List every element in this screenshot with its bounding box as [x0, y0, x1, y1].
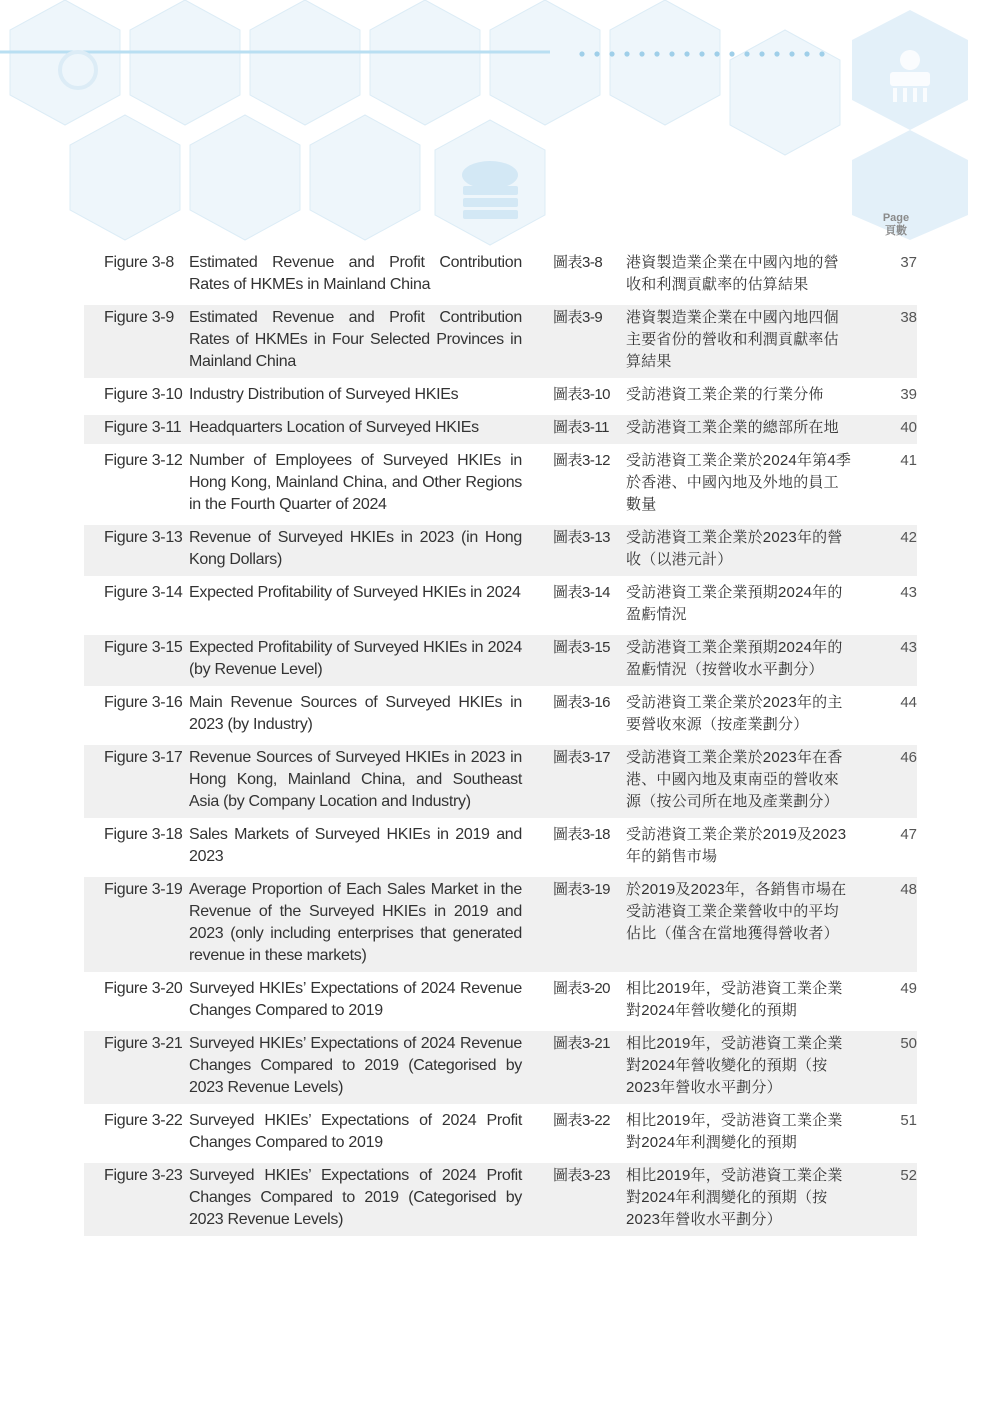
figure-label-en: Figure 3-17: [104, 749, 183, 766]
page-number: 43: [900, 639, 917, 656]
figure-label-zh: 圖表3-9: [553, 309, 603, 326]
figure-title-zh: 受訪港資工業企業於2023年的營收（以港元計）: [626, 529, 843, 568]
toc-entry[interactable]: [84, 976, 917, 1027]
page-number: 38: [900, 309, 917, 326]
figure-title-en: Surveyed HKIEs’ Expectations of 2024 Profit Changes Compared to 2019 (Categorised by 2023 Revenue Levels): [189, 1167, 522, 1228]
page-number: 46: [900, 749, 917, 766]
toc-entry[interactable]: [84, 877, 917, 972]
figure-title-zh: 受訪港資工業企業於2024年第4季於香港、中國內地及外地的員工數量: [626, 452, 852, 513]
hex-shape: [610, 0, 720, 125]
figure-label-en: Figure 3-12: [104, 452, 183, 469]
figure-label-zh: 圖表3-14: [553, 584, 611, 601]
figure-label-zh: 圖表3-11: [553, 419, 609, 436]
figure-list: [84, 250, 917, 1240]
figure-label-zh: 圖表3-12: [553, 452, 611, 469]
figure-label-en: Figure 3-8: [104, 254, 174, 271]
figure-label-en: Figure 3-23: [104, 1167, 183, 1184]
figure-title-en: Average Proportion of Each Sales Market in the Revenue of the Surveyed HKIEs in 2019 and 2023 (only including enterprises that generated revenue in these markets): [189, 881, 522, 964]
page-number: 42: [900, 529, 917, 546]
toc-entry[interactable]: [84, 305, 917, 378]
toc-entry[interactable]: [84, 415, 917, 444]
page-number: 49: [900, 980, 917, 997]
figure-label-en: Figure 3-14: [104, 584, 183, 601]
hex-shape: [70, 115, 180, 240]
figure-title-zh: 相比2019年，受訪港資工業企業對2024年營收變化的預期: [626, 980, 843, 1019]
toc-entry[interactable]: [84, 690, 917, 741]
page-number: 43: [900, 584, 917, 601]
toc-entry[interactable]: [84, 250, 917, 301]
figure-label-zh: 圖表3-19: [553, 881, 611, 898]
figure-title-en: Estimated Revenue and Profit Contribution Rates of HKMEs in Four Selected Provinces in Mainland China: [189, 309, 522, 370]
page-number: 39: [900, 386, 917, 403]
figure-title-en: Revenue Sources of Surveyed HKIEs in 2023 in Hong Kong, Mainland China, and Southeast Asia (by Company Location and Industry): [189, 749, 522, 810]
page-number: 52: [900, 1167, 917, 1184]
hex-shape: [250, 0, 360, 125]
figure-title-en: Expected Profitability of Surveyed HKIEs in 2024: [189, 584, 521, 601]
figure-label-zh: 圖表3-22: [553, 1112, 611, 1129]
figure-title-zh: 相比2019年，受訪港資工業企業對2024年營收變化的預期（按2023年營收水平劃分）: [626, 1035, 843, 1096]
figure-label-zh: 圖表3-16: [553, 694, 611, 711]
toc-entry[interactable]: [84, 448, 917, 521]
figure-label-en: Figure 3-19: [104, 881, 183, 898]
page-column-header: [872, 212, 920, 238]
figure-title-en: Surveyed HKIEs’ Expectations of 2024 Profit Changes Compared to 2019: [189, 1112, 522, 1151]
hex-shape: [310, 115, 420, 240]
hex-shape: [190, 115, 300, 240]
page-number: 47: [900, 826, 917, 843]
figure-title-en: Estimated Revenue and Profit Contribution Rates of HKMEs in Mainland China: [189, 254, 522, 293]
figure-label-en: Figure 3-10: [104, 386, 183, 403]
figure-title-en: Headquarters Location of Surveyed HKIEs: [189, 419, 479, 436]
figure-label-en: Figure 3-11: [104, 419, 182, 436]
hex-shape: [10, 0, 120, 125]
toc-entry[interactable]: [84, 525, 917, 576]
hex-shape: [490, 0, 600, 125]
figure-title-zh: 相比2019年，受訪港資工業企業對2024年利潤變化的預期: [626, 1112, 843, 1151]
toc-entry[interactable]: [84, 580, 917, 631]
figure-label-en: Figure 3-20: [104, 980, 183, 997]
page-number: 48: [900, 881, 917, 898]
toc-entry[interactable]: [84, 745, 917, 818]
figure-title-zh: 受訪港資工業企業預期2024年的盈虧情況: [626, 584, 843, 623]
toc-entry[interactable]: [84, 1163, 917, 1236]
figure-title-en: Revenue of Surveyed HKIEs in 2023 (in Hong Kong Dollars): [189, 529, 522, 568]
figure-title-en: Expected Profitability of Surveyed HKIEs in 2024 (by Revenue Level): [189, 639, 522, 678]
figure-title-en: Main Revenue Sources of Surveyed HKIEs in 2023 (by Industry): [189, 694, 522, 733]
figure-title-zh: 受訪港資工業企業預期2024年的盈虧情況（按營收水平劃分）: [626, 639, 843, 678]
figure-title-en: Sales Markets of Surveyed HKIEs in 2019 and 2023: [189, 826, 522, 865]
figure-title-en: Surveyed HKIEs’ Expectations of 2024 Revenue Changes Compared to 2019: [189, 980, 522, 1019]
figure-label-zh: 圖表3-13: [553, 529, 611, 546]
figure-label-en: Figure 3-18: [104, 826, 183, 843]
figure-label-en: Figure 3-15: [104, 639, 183, 656]
figure-label-en: Figure 3-16: [104, 694, 183, 711]
hex-shape: [130, 0, 240, 125]
figure-title-en: Number of Employees of Surveyed HKIEs in Hong Kong, Mainland China, and Other Regions in the Fourth Quarter of 2024: [189, 452, 522, 513]
figure-title-zh: 港資製造業企業在中國內地四個主要省份的營收和利潤貢獻率估算結果: [626, 309, 839, 370]
figure-title-zh: 受訪港資工業企業的總部所在地: [626, 419, 839, 436]
page-label-zh: 頁數: [885, 225, 907, 237]
page-number: 44: [900, 694, 917, 711]
toc-entry[interactable]: [84, 822, 917, 873]
figure-title-zh: 受訪港資工業企業於2023年在香港、中國內地及東南亞的營收來源（按公司所在地及產業劃分）: [626, 749, 843, 810]
page-number: 50: [900, 1035, 917, 1052]
figure-label-en: Figure 3-22: [104, 1112, 183, 1129]
figure-title-zh: 受訪港資工業企業於2019及2023年的銷售市場: [626, 826, 847, 865]
figure-label-en: Figure 3-21: [104, 1035, 183, 1052]
hex-shape: [730, 30, 840, 155]
toc-entry[interactable]: [84, 635, 917, 686]
toc-entry[interactable]: [84, 1108, 917, 1159]
hex-shape: [370, 0, 480, 125]
page-number: 41: [900, 452, 917, 469]
page-number: 40: [900, 419, 917, 436]
figure-title-zh: 受訪港資工業企業於2023年的主要營收來源（按產業劃分）: [626, 694, 843, 733]
figure-label-en: Figure 3-13: [104, 529, 183, 546]
figure-title-en: Industry Distribution of Surveyed HKIEs: [189, 386, 459, 403]
figure-title-en: Surveyed HKIEs’ Expectations of 2024 Revenue Changes Compared to 2019 (Categorised by 2023 Revenue Levels): [189, 1035, 522, 1096]
header-decoration: [0, 0, 992, 250]
page-number: 51: [900, 1112, 917, 1129]
toc-entry[interactable]: [84, 382, 917, 411]
figure-title-zh: 受訪港資工業企業的行業分佈: [626, 386, 824, 403]
figure-label-en: Figure 3-9: [104, 309, 174, 326]
toc-entry[interactable]: [84, 1031, 917, 1104]
figure-label-zh: 圖表3-21: [553, 1035, 611, 1052]
page-number: 37: [900, 254, 917, 271]
figure-label-zh: 圖表3-15: [553, 639, 611, 656]
figure-title-zh: 港資製造業企業在中國內地的營收和利潤貢獻率的估算結果: [626, 254, 839, 293]
figure-label-zh: 圖表3-17: [553, 749, 611, 766]
figure-title-zh: 相比2019年，受訪港資工業企業對2024年利潤變化的預期（按2023年營收水平劃分）: [626, 1167, 843, 1228]
page-label-en: Page: [882, 212, 910, 224]
figure-label-zh: 圖表3-23: [553, 1167, 611, 1184]
figure-label-zh: 圖表3-18: [553, 826, 611, 843]
figure-label-zh: 圖表3-8: [553, 254, 603, 271]
figure-label-zh: 圖表3-20: [553, 980, 611, 997]
figure-label-zh: 圖表3-10: [553, 386, 611, 403]
figure-title-zh: 於2019及2023年，各銷售市場在受訪港資工業企業營收中的平均佔比（僅含在當地獲得營收者）: [626, 881, 847, 942]
cloud-server-icon: [462, 161, 518, 219]
